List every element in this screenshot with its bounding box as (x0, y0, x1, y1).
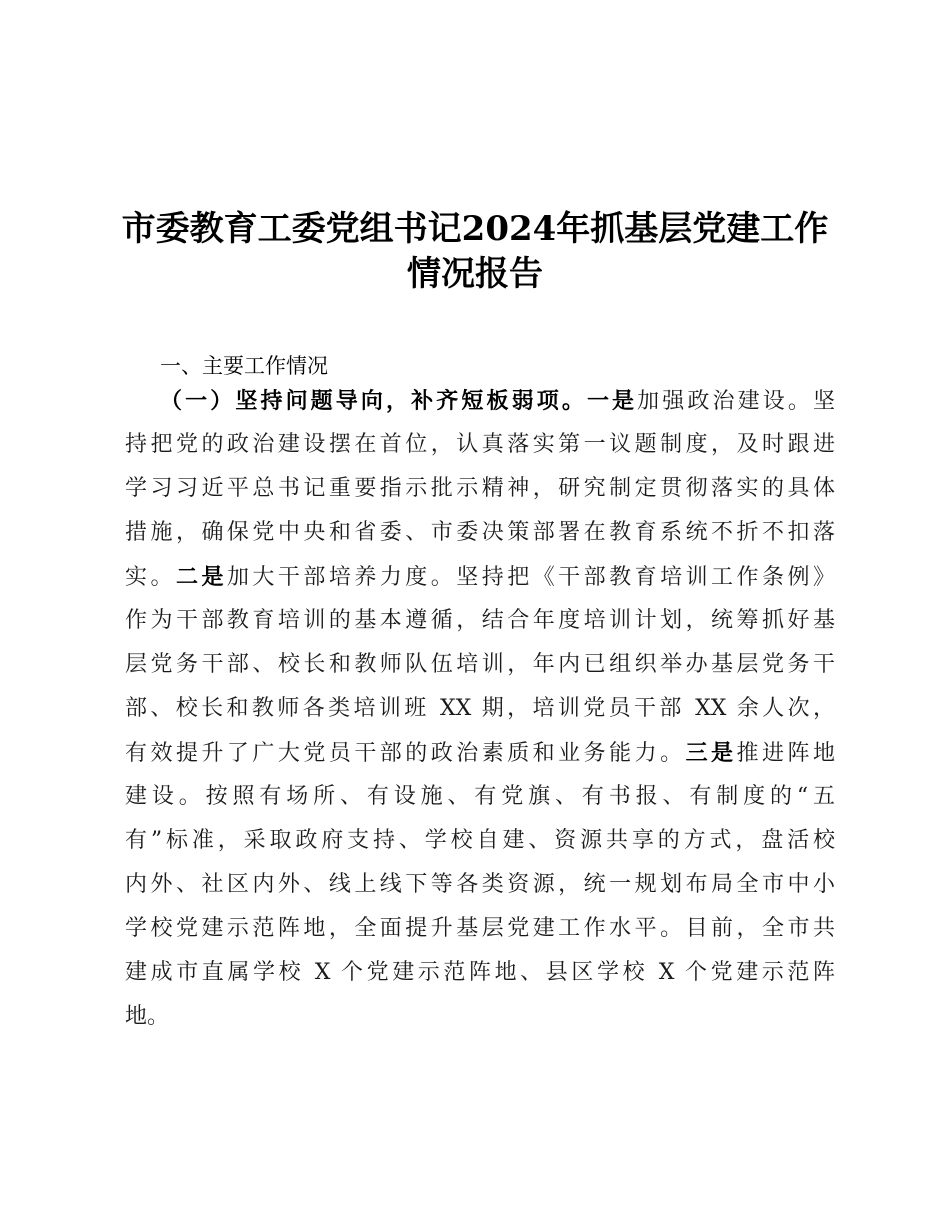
body-line: 建成市直属学校 X 个党建示范阵地、县区学校 X 个党建示范阵 (125, 960, 835, 985)
body-text: 加强政治建设。坚 (637, 389, 835, 414)
body-line: 措施，确保党中央和省委、市委决策部署在教育系统不折不扣落 (125, 520, 835, 545)
body-line (160, 386, 835, 417)
body-line: 内外、社区内外、线上线下等各类资源，统一规划布局全市中小 (125, 872, 835, 897)
body-line: 部、校长和教师各类培训班 XX 期，培训党员干部 XX 余人次， (125, 696, 835, 721)
point-label: 三是 (685, 740, 737, 766)
body-line: 持把党的政治建设摆在首位，认真落实第一议题制度，及时跟进 (125, 432, 835, 457)
body-line: 有”标准，采取政府支持、学校自建、资源共享的方式，盘活校 (125, 828, 835, 853)
body-line: 地。 (125, 1004, 170, 1029)
body-line (125, 562, 835, 593)
subsection-heading: （一）坚持问题导向，补齐短板弱项。一是 (160, 388, 638, 414)
body-line: 学校党建示范阵地，全面提升基层党建工作水平。目前，全市共 (125, 916, 835, 941)
body-text: 有效提升了广大党员干部的政治素质和业务能力。 (125, 741, 686, 766)
section-heading: 一、主要工作情况 (160, 354, 328, 378)
body-line: 层党务干部、校长和教师队伍培训，年内已组织举办基层党务干 (125, 652, 835, 677)
body-line: 作为干部教育培训的基本遵循，结合年度培训计划，统筹抓好基 (125, 608, 835, 633)
body-text: 加大干部培养力度。坚持把《干部教育培训工作条例》 (226, 565, 835, 590)
body-text: 实。 (125, 565, 176, 590)
document-title-line-2: 情况报告 (407, 254, 543, 294)
body-line: 建设。按照有场所、有设施、有党旗、有书报、有制度的“五 (125, 784, 835, 809)
body-line: 学习习近平总书记重要指示批示精神，研究制定贯彻落实的具体 (125, 476, 835, 501)
point-label: 二是 (175, 564, 227, 590)
body-line (125, 738, 835, 769)
body-text: 推进阵地 (736, 741, 835, 766)
document-title-line-1: 市委教育工委党组书记2024年抓基层党建工作 (121, 209, 829, 249)
